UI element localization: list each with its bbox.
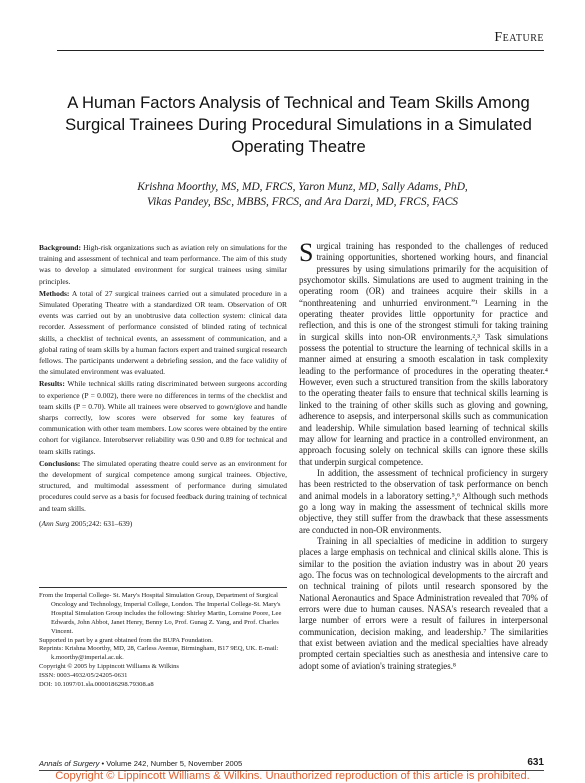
article-title: A Human Factors Analysis of Technical and Team Skills Among Surgical Trainees During Procedural Simulations in a Simulated Operating Theatre (65, 93, 532, 156)
abstract-label: Background: (39, 243, 81, 252)
abstract-conclusions (39, 458, 287, 514)
affiliation-notes (39, 592, 287, 690)
footer-journal: Annals of Surgery (39, 759, 100, 768)
abstract-text: The simulated operating theatre could serve as an environment for the development of surgical competence among surgical trainees. Objective, structured, and multimodal assessment of performance during simulated procedures could serve as a basis for focused feedback during training of technical and team skills. (39, 458, 287, 513)
abstract-text: A total of 27 surgical trainees carried out a simulated procedure in a Simulated Operating Theatre with a standardized OR team. Observation of OR events was carried out by an unobtrusive data collection system: clinical data recorder. Assessment of performance consisted of blinded rating of technical skills, a checklist of technical events, an assessment of communication, and a global rating of team skills by a human factors expert and trained surgical research fellows. The participants underwent a debriefing session, and the face validity of the simulated environment was evaluated. (39, 288, 287, 377)
abstract-text: While technical skills rating discriminated between surgeons according to experience (P = 0.002), there were no differences in terms of the checklist and team skills (P = 0.70). While all trainees were observed to gown/glove and handle sharps correctly, low scores were observed for some key features of communication with other team members. Low scores were obtained by the entire cohort for vigilance. Interobserver reliability was 0.90 and 0.89 for technical and team skills ratings. (39, 379, 287, 456)
body-paragraph: Training in all specialties of medicine in addition to surgery places a large emphasis on technical and clinical skills alone. This is similar to the position the aviation industry was in about 20 years ago. The focus was on technological developments to the aircraft and on technical training of pilots until research sponsored by the National Aeronautics and Space Administration revealed that 70% of errors were due to human causes. NASA's research revealed that a large number of errors were a result of failures in interpersonal communication, decision making, and leadership.⁷ The similarities that exist between aviation and the medical specialties have already prompted certain specialties such as anesthesia and intensive care to adopt some of aviation's training strategies.⁸ (299, 535, 548, 671)
affiliation-rule (39, 587, 287, 588)
abstract-results (39, 378, 287, 456)
body-paragraph: In addition, the assessment of technical proficiency in surgery has been restricted to the observation of task performance on bench and animal models in a laboratory setting.⁵,⁶ Although such methods go a long way in making the assessment of technical skills more objective, they still suffer from the drawback that these assessments are conducted in non-OR environments. (299, 467, 548, 535)
copyright-banner: Copyright © Lippincott Williams & Wilkins. Unauthorized reproduction of this article is prohibited. (55, 770, 530, 782)
reprints-note: Reprints: Krishna Moorthy, MD, 28, Carless Avenue, Birmingham, B17 9EQ, UK. E-mail: k.moorthy@imperial.ac.uk. (39, 645, 279, 662)
section-label: Feature (494, 30, 544, 45)
authors-line: Vikas Pandey, BSc, MBBS, FRCS, and Ara Darzi, MD, FRCS, FACS (147, 195, 458, 208)
copyright-note: Copyright © 2005 by Lippincott Williams & Wilkins (39, 663, 179, 671)
doi-note: DOI: 10.1097/01.sla.0000186298.79308.a8 (39, 681, 154, 689)
citation-journal: Ann Surg (41, 518, 70, 528)
header-rule (57, 50, 544, 51)
footer-volume: • Volume 242, Number 5, November 2005 (99, 759, 243, 768)
abstract-background (39, 242, 287, 287)
body-paragraph (299, 238, 548, 468)
page-number: 631 (527, 757, 544, 768)
abstract (39, 242, 287, 530)
body-text (299, 238, 548, 672)
issn-note: ISSN: 0003-4932/05/24205-0631 (39, 672, 128, 680)
paragraph-text: urgical training has responded to the challenges of reduced training opportunities, shortened working hours, and financial pressures by using simulations primarily for the acquisition of psychomotor skills. Simulations are used to augment training in the operating room (OR) and trainees acquire their skills in a “nonthreatening and unhurried environment.”¹ Learning in the operating theater provides little opportunity for practice and reflection, and this is one of the strongest stimuli for taking training in surgical skills into non-OR environments.²,³ Task simulations possess the potential to structure the learning of technical skills in a manner aimed at ensuring a smooth escalation in task complexity leading to the performance of procedures in the operating theater.⁴ However, even such a structured transition from the skills laboratory to the operating theater fails to ensure that technical skills learning is linked to the training of other skills such as gloving and gowning, adherence to asepsis, and interpersonal skills such as communication and leadership. While simulation based learning of technical skills may allow for learning and practice in a controlled environment, an approach focusing solely on technical skills can ignore these skills that underpin surgical competence. (299, 241, 548, 467)
citation: (Ann Surg 2005;242: 631–639) (39, 518, 133, 528)
funding-note: Supported in part by a grant obtained from the BUPA Foundation. (39, 636, 213, 644)
abstract-label: Results: (39, 379, 65, 389)
running-footer (39, 759, 242, 768)
abstract-label: Methods: (39, 288, 70, 298)
abstract-methods (39, 288, 287, 378)
authors-line: Krishna Moorthy, MS, MD, FRCS, Yaron Munz, MD, Sally Adams, PhD, (137, 181, 468, 193)
author-list (70, 180, 535, 209)
drop-cap: S (299, 238, 314, 267)
citation-details: 2005;242: 631–639) (69, 518, 133, 528)
abstract-text: High-risk organizations such as aviation rely on simulations for the training and assessment of technical and team performance. The aim of this study was to develop a simulated environment for surgical trainees using similar principles. (39, 243, 287, 286)
abstract-label: Conclusions: (39, 458, 81, 468)
affiliation-from: From the Imperial College- St. Mary's Hospital Simulation Group, Department of Surgical Oncology and Technology, Imperial College, London. The Imperial College-St. Mary's Hospital Simulation Group includes the following: Shirley Martin, Lorraine Poore, Lee Edwards, John Abbot, Janet Henry, Benny Lo, Prof. Gunag Z. Yang, and Prof. Charles Vincent. (39, 592, 282, 635)
